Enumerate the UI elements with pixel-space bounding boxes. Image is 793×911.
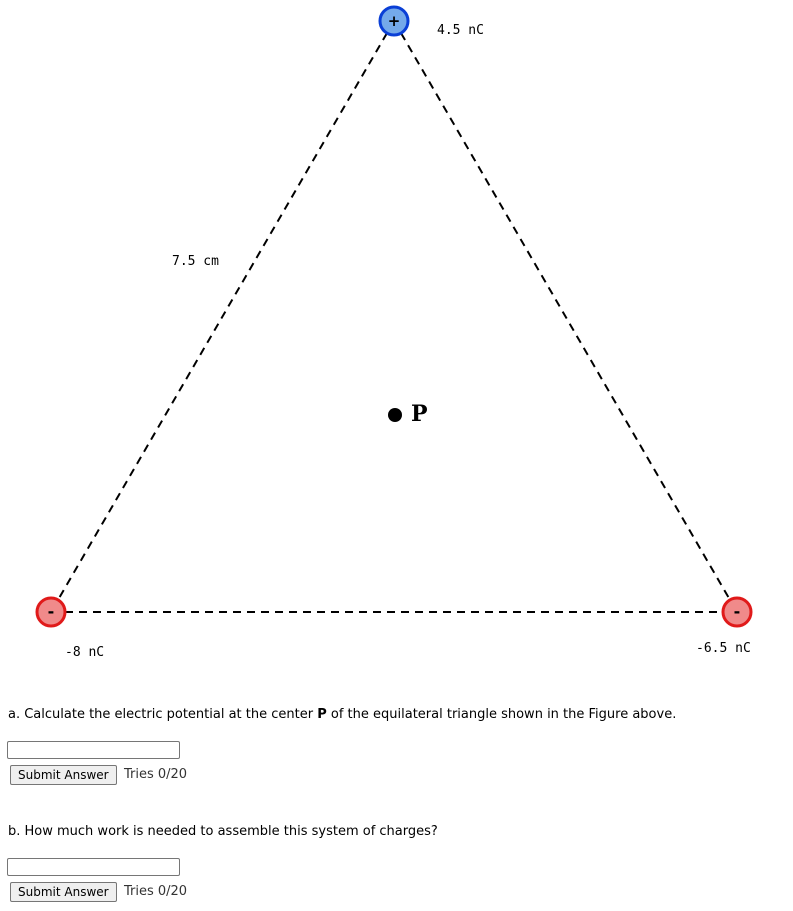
- charge-bottom-left: [37, 598, 65, 626]
- charge-bottom-right: [723, 598, 751, 626]
- answer-b-input[interactable]: [7, 858, 180, 876]
- charge-bottom-right-label: -6.5 nC: [696, 641, 751, 656]
- tries-b-counter: Tries 0/20: [124, 884, 188, 899]
- center-point-p: [388, 408, 402, 422]
- minus-sign-icon: -: [733, 602, 741, 621]
- charge-top-label: 4.5 nC: [437, 23, 484, 38]
- charge-bottom-left-label: -8 nC: [65, 645, 105, 660]
- charge-top: [380, 7, 408, 35]
- submit-answer-a-button[interactable]: Submit Answer: [10, 765, 117, 785]
- tries-a-counter: Tries 0/20: [124, 767, 188, 782]
- point-p-emphasis: P: [317, 707, 327, 722]
- question-b-text: b. How much work is needed to assemble this system of charges?: [8, 824, 438, 839]
- side-length-label: 7.5 cm: [172, 254, 219, 269]
- center-point-label: P: [411, 401, 428, 427]
- question-a-text: a. Calculate the electric potential at the center P of the equilateral triangle shown in the Figure above.: [8, 707, 677, 722]
- answer-a-input[interactable]: [7, 741, 180, 759]
- submit-answer-b-button[interactable]: Submit Answer: [10, 882, 117, 902]
- triangle-side-right: [394, 21, 737, 612]
- triangle-side-left: [51, 21, 394, 612]
- plus-sign-icon: +: [387, 12, 401, 30]
- minus-sign-icon: -: [47, 602, 55, 621]
